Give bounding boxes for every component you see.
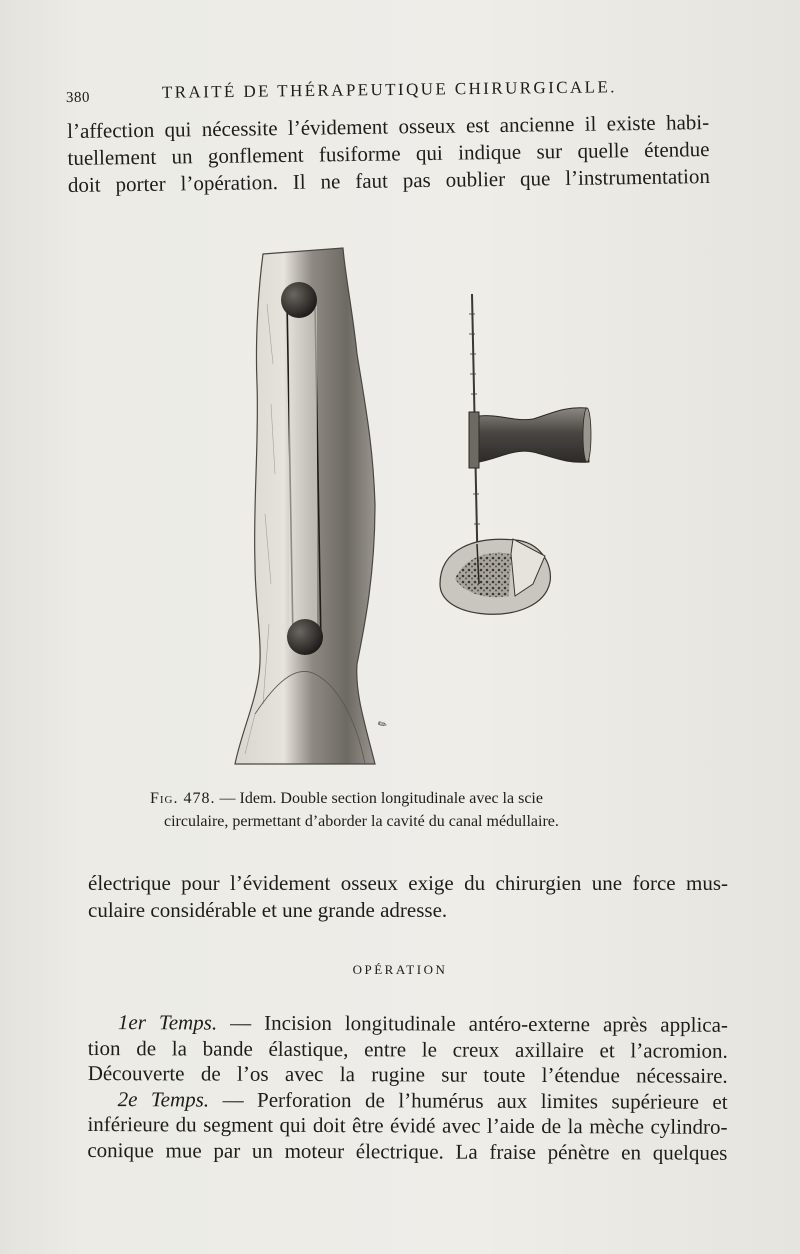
engraver-signature: ✎: [375, 716, 390, 733]
paragraph-top: [67, 109, 710, 199]
text-line: doit porter l’opération. Il ne faut pas oublier que l’instrumentation: [67, 164, 711, 197]
figure-478: [215, 244, 615, 769]
text-line: l’affection qui nécessite l’évidement osseux est ancienne il existe habi-: [67, 110, 710, 143]
text-line: tuellement un gonflement fusiforme qui indique sur quelle étendue: [67, 137, 710, 170]
page-header: [66, 77, 666, 110]
step1-line1: [88, 1010, 728, 1038]
caption-text: — Idem. Double section longitudinale avec la scie: [219, 790, 543, 807]
figure-caption: [150, 787, 670, 833]
page-number: 380: [65, 89, 91, 106]
step1-text: — Incision longitudinale antéro-externe après applica-: [230, 1010, 728, 1037]
step2-text: — Perforation de l’humérus aux limites supérieure et: [222, 1087, 728, 1114]
text-line: électrique pour l’évidement osseux exige du chirurgien une force mus-: [88, 871, 728, 895]
text-line: culaire considérable et une grande adresse.: [88, 898, 448, 922]
bone-cross-section-icon: [440, 539, 550, 614]
step2-line2: inférieure du segment qui doit être évidé avec l’aide de la mèche cylindro-: [87, 1111, 728, 1139]
section-title: OPÉRATION: [352, 962, 448, 977]
paragraph-middle: [88, 870, 728, 924]
step2-line3: conique mue par un moteur électrique. La fraise pénètre en quelques: [87, 1137, 728, 1165]
bone-with-circular-saw-cuts-icon: [235, 248, 375, 764]
step2-line1: [88, 1086, 728, 1114]
caption-line2: circulaire, permettant d’aborder la cavité du canal médullaire.: [164, 813, 559, 830]
step1-label: 1er Temps.: [117, 1010, 218, 1035]
running-head: TRAITÉ DE THÉRAPEUTIQUE CHIRURGICALE.: [161, 77, 617, 102]
operation-steps: [87, 1010, 728, 1166]
figure-label: Fig. 478.: [150, 790, 216, 807]
step1-line3: Découverte de l’os avec la rugine sur toute l’étendue nécessaire.: [87, 1060, 728, 1088]
step2-label: 2e Temps.: [117, 1086, 210, 1112]
step1-line2: tion de la bande élastique, entre le creux axillaire et l’acromion.: [87, 1035, 728, 1063]
